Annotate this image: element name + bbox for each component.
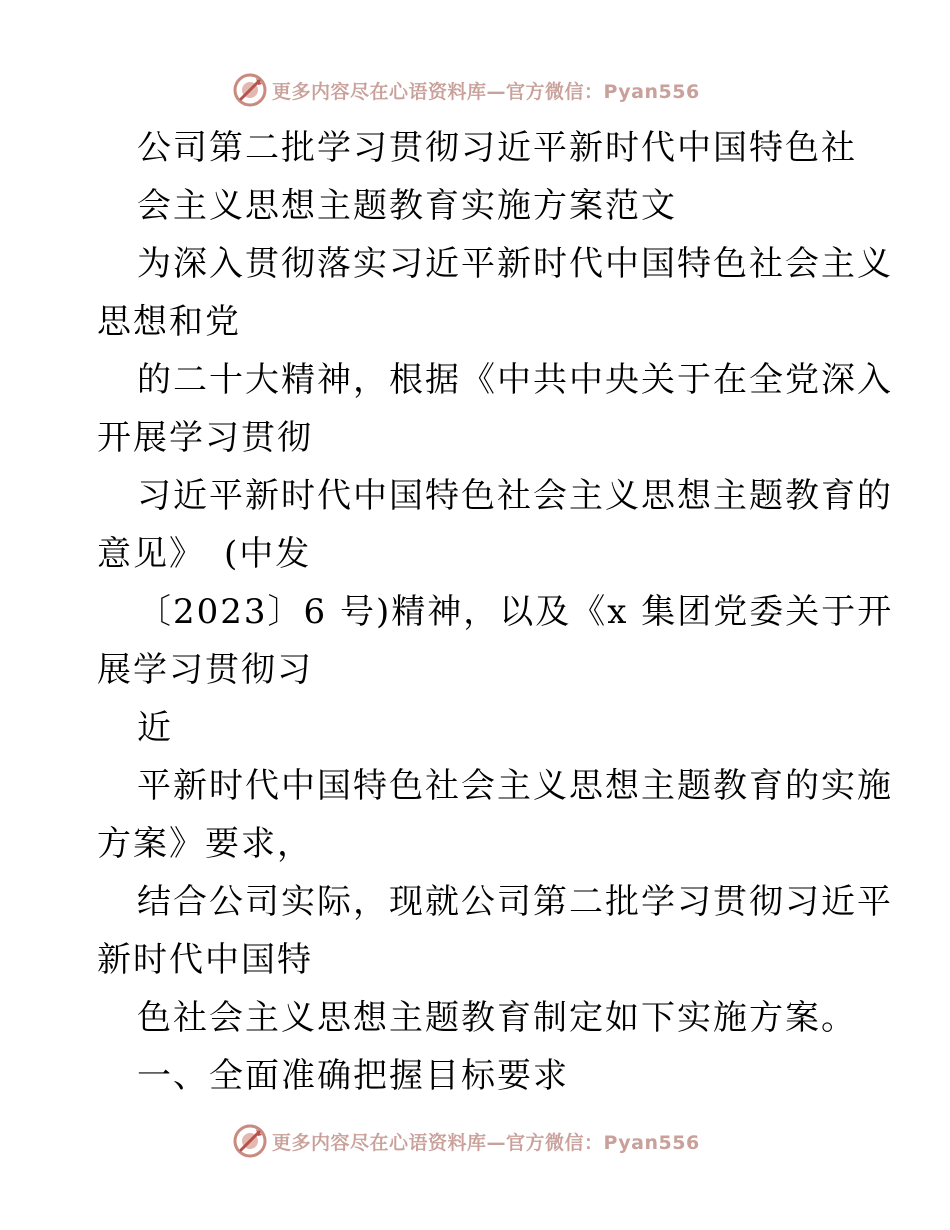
watermark-header (232, 70, 700, 110)
document-title-line: 会主义思想主题教育实施方案范文 (137, 186, 677, 226)
paragraph-line: 为深入贯彻落实习近平新时代中国特色社会主义 (137, 244, 893, 284)
watermark-logo-icon (232, 72, 268, 108)
paragraph-line: 意见》 (中发 (97, 534, 312, 574)
document-title-line: 公司第二批学习贯彻习近平新时代中国特色社 (137, 128, 857, 168)
paragraph-line: 思想和党 (97, 302, 241, 342)
section-heading: 一、全面准确把握目标要求 (137, 1056, 569, 1096)
watermark-text: 更多内容尽在心语资料库—官方微信：Pyan556 (272, 1131, 700, 1154)
paragraph-line: 结合公司实际，现就公司第二批学习贯彻习近平 (137, 882, 893, 922)
paragraph-line: 开展学习贯彻 (97, 418, 313, 458)
paragraph-line: 〔2023〕6 号)精神，以及《x 集团党委关于开 (137, 592, 894, 632)
paragraph-line: 习近平新时代中国特色社会主义思想主题教育的 (137, 476, 893, 516)
paragraph-line: 方案》要求， (97, 824, 313, 864)
watermark-logo-icon (232, 1123, 268, 1159)
paragraph-line: 平新时代中国特色社会主义思想主题教育的实施 (137, 766, 893, 806)
paragraph-line: 色社会主义思想主题教育制定如下实施方案。 (137, 998, 857, 1038)
paragraph-line: 近 (137, 708, 173, 748)
paragraph-line: 的二十大精神，根据《中共中央关于在全党深入 (137, 360, 893, 400)
paragraph-line: 新时代中国特 (97, 940, 313, 980)
paragraph-line: 展学习贯彻习 (97, 650, 313, 690)
watermark-text: 更多内容尽在心语资料库—官方微信：Pyan556 (272, 80, 700, 103)
watermark-footer (232, 1121, 700, 1161)
